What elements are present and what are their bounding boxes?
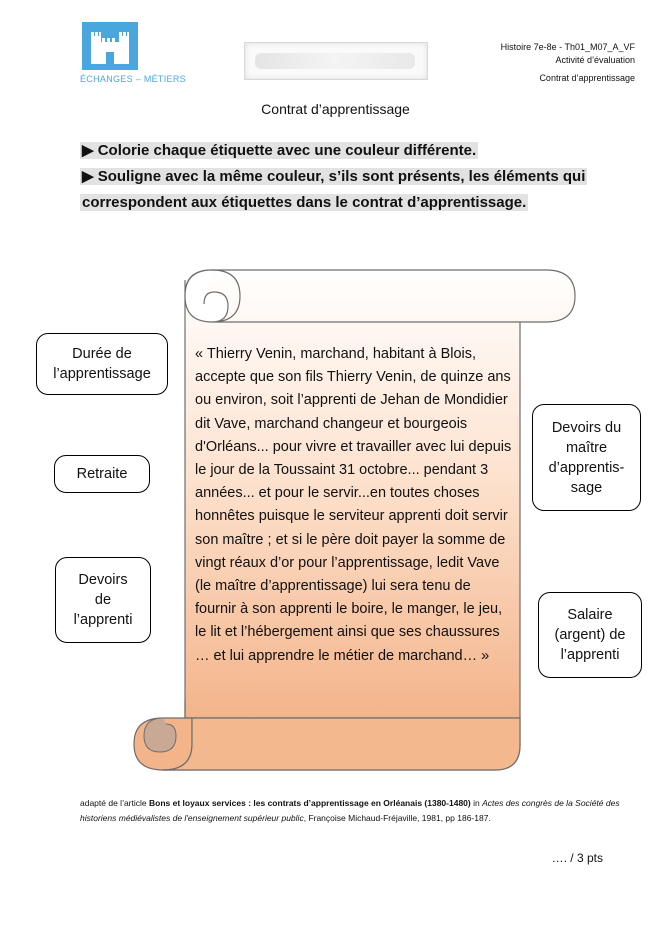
label-retraite-text: Retraite bbox=[76, 466, 128, 482]
source-suffix: , Françoise Michaud-Fréjaville, 1981, pp 186-187. bbox=[303, 813, 491, 823]
source-mid: in bbox=[470, 798, 483, 808]
logo-text: ÉCHANGES – MÉTIERS bbox=[80, 74, 186, 84]
contract-text: « Thierry Venin, marchand, habitant à Blois, accepte que son fils Thierry Venin, de quinze ans ou environ, soit l’apprenti de Jehan de Mondidier dit Vave, marchand changeur et bourgeois d'Orléans... pour vivre et travailler avec lui depuis le jour de la Toussaint 31 octobre... pendant 3 années... et pour le servir...en toutes choses honnêtes puisque le serviteur apprenti doit servir son maître ; et si le père doit payer la somme de vingt réaux d’or pour l’apprentissage, ledit Vave (le maître d’apprentissage) lui sera tenu de fournir à son apprenti le boire, le manger, le jeu, le lit et l’hébergement ainsi que ses chaussures … et lui apprendre le métier de marchand… » bbox=[195, 346, 512, 664]
document-subject: Contrat d’apprentissage bbox=[539, 73, 635, 83]
label-retraite[interactable] bbox=[54, 455, 150, 493]
instruction-1: ▶ Colorie chaque étiquette avec une couleur différente. bbox=[82, 142, 477, 159]
source-citation bbox=[80, 796, 640, 826]
document-code: Histoire 7e-8e - Th01_M07_A_VF bbox=[500, 42, 635, 52]
label-devoirs-apprenti[interactable] bbox=[55, 557, 151, 643]
score: …. / 3 pts bbox=[551, 851, 603, 865]
label-duree-text: Durée de l’apprentissage bbox=[53, 346, 151, 382]
label-duree[interactable] bbox=[36, 333, 168, 395]
source-prefix: adapté de l’article bbox=[80, 798, 149, 808]
activity-type: Activité d’évaluation bbox=[555, 54, 635, 65]
source-journal: Actes des congrès de la Société des historiens médiévalistes de l'enseignement supérieur public bbox=[80, 798, 620, 823]
label-salaire[interactable] bbox=[538, 592, 642, 678]
page-title: Contrat d’apprentissage bbox=[261, 101, 410, 117]
instruction-2: ▶ Souligne avec la même couleur, s’ils sont présents, les éléments qui correspondent aux étiquettes dans le contrat d’apprentissage. bbox=[82, 168, 586, 211]
label-devoirs-apprenti-text: Devoirs de l’apprenti bbox=[73, 572, 133, 628]
label-devoirs-maitre[interactable] bbox=[532, 404, 641, 511]
label-salaire-text: Salaire (argent) de l’apprenti bbox=[554, 607, 626, 663]
label-devoirs-maitre-text: Devoirs du maître d’apprentis- sage bbox=[548, 419, 625, 496]
source-article: Bons et loyaux services : les contrats d’apprentissage en Orléanais (1380-1480) bbox=[149, 798, 471, 808]
